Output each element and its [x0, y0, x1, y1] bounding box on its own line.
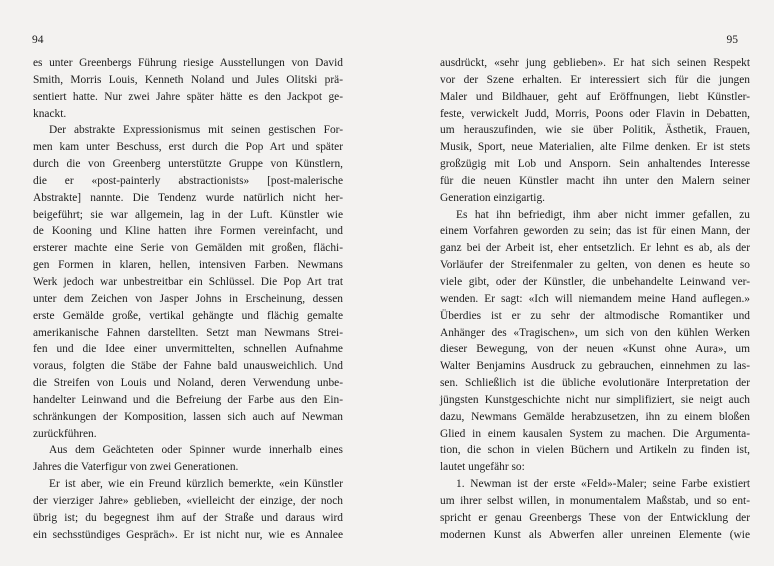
text-line: sentiert hatte. Nur zwei Jahre später hätte es den Jackpot ge-: [33, 90, 343, 103]
text-line: Generation einzigartig.: [440, 191, 546, 204]
text-line: erste Gemälde große, vertikal gehängte und flächig gemalte: [33, 309, 343, 322]
text-line: feste, verwickelt Judd, Morris, Poons oder Flavin in Debatten,: [440, 107, 750, 120]
text-line: dazu, Newmans Gemälde herabzusetzen, ihn zu einem bloßen: [440, 410, 750, 423]
right-page-text: [440, 55, 750, 543]
left-page-text: [33, 55, 343, 543]
text-line: zurückführen.: [33, 427, 97, 440]
page-number-right: 95: [726, 34, 738, 46]
text-line: übrig ist; du begegnest ihm auf der Straße und daraus wird: [33, 511, 343, 524]
text-line: die er «post-painterly abstractionists» [post-malerische: [33, 174, 343, 187]
text-line: wenden. Er sagt: «Ich will niemandem meine Hand auflegen.»: [440, 292, 750, 305]
text-line: fen und die Idee einer unvermittelten, schnellen Aufnahme: [33, 343, 343, 356]
text-line: schränkungen der Komposition, lassen sich auch auf Newman: [33, 410, 343, 423]
text-line: Es hat ihn befriedigt, ihm aber nicht immer gefallen, zu: [456, 208, 750, 221]
text-line: durch die von Greenberg unterstützte Gruppe von Künstlern,: [33, 158, 343, 171]
text-line: sen. Schließlich ist die übliche evolutionäre Interpretation der: [440, 377, 750, 390]
text-line: Walter Benjamins Ausdruck zu gebrauchen, einnehmen zu las-: [440, 360, 750, 373]
text-line: Glied in einem kausalen System zu machen. Die Argumenta-: [440, 427, 750, 440]
text-line: voraus, folgten die Stäbe der Fahne bald unausweichlich. Und: [33, 360, 343, 373]
text-line: vor der Szene erhalten. Er interessiert sich für die jungen: [440, 73, 750, 86]
text-line: beigeführt; sie war allgemein, lag in der Luft. Künstler wie: [33, 208, 343, 221]
text-line: dieser Bewegung, von der neuen «Kunst ohne Aura», um: [440, 343, 750, 356]
text-line: Er ist aber, wie ein Freund kürzlich bemerkte, «ein Künstler: [49, 478, 343, 491]
text-line: ausdrückt, «sehr jung geblieben». Er hat sich seinen Respekt: [440, 57, 750, 69]
text-line: Vorläufer der Streifenmaler zu gelten, von denen es heute so: [440, 259, 750, 272]
text-line: jüngsten Kunstgeschichte nicht nur simplifiziert, sie neigt auch: [440, 393, 750, 406]
right-page: [387, 0, 774, 566]
text-line: Der abstrakte Expressionismus mit seinen gestischen For-: [49, 124, 343, 137]
text-line: um herauszufinden, wie sie über Politik, Ästhetik, Frauen,: [440, 124, 750, 137]
text-line: lautet ungefähr so:: [440, 461, 525, 474]
text-line: Aus dem Geächteten oder Spinner wurde innerhalb eines: [49, 444, 343, 457]
text-line: für die neuen Künstler macht ihn unter den Malern seiner: [440, 174, 750, 187]
text-line: de Kooning und Kline hatten ihre Formen vereinfacht, und: [33, 225, 343, 238]
text-line: Werk jedoch war unbestreitbar ein Schlüssel. Die Pop Art trat: [33, 275, 343, 288]
text-line: handelter Leinwand und die Befreiung der Farbe aus den Ein-: [33, 393, 343, 406]
text-line: Jahres die Vaterfigur von zwei Generationen.: [33, 461, 239, 474]
text-line: ganz bei der Arbeit ist, eher entsetzlich. Er lehnt es ab, als der: [440, 242, 750, 255]
text-line: großzügig mit Lob und Ansporn. Sein anhaltendes Interesse: [440, 158, 750, 171]
page-number-left: 94: [32, 34, 44, 46]
text-line: gen Formen in klaren, hellen, intensiven Farben. Newmans: [33, 259, 343, 272]
text-line: Anhänger des «Tragischen», um sich von den kühlen Werken: [440, 326, 750, 339]
text-line: amerikanische Fahnen darstellten. Setzt man Newmans Strei-: [33, 326, 343, 339]
text-line: Smith, Morris Louis, Kenneth Noland und Jules Olitski prä-: [33, 73, 343, 86]
text-line: Maler und Bildhauer, geht auf Eröffnungen, liebt Künstler-: [440, 90, 750, 103]
text-line: spricht er genau Greenbergs These von der Entwicklung der: [440, 511, 750, 524]
text-line: viele gibt, oder der Künstler, die unbehandelte Leinwand ver-: [440, 275, 750, 288]
text-line: ersterer machte eine Serie von Gemälden mit großen, flächi-: [33, 242, 343, 255]
text-line: Musik, Sport, neue Materialien, alte Filme denken. Er ist stets: [440, 141, 750, 154]
text-line: knackt.: [33, 107, 67, 120]
text-line: ein sechsstündiges Gespräch». Er ist nicht nur, wie es Annalee: [33, 528, 343, 541]
text-line: es unter Greenbergs Führung riesige Ausstellungen von David: [33, 57, 343, 69]
text-line: Abstrakte] nannte. Die Tendenz wurde natürlich nicht her-: [33, 191, 343, 204]
text-line: men kam unter Beschuss, erst durch die Pop Art und später: [33, 141, 343, 154]
text-line: die Streifen von Louis und Noland, deren Verwendung unbe-: [33, 377, 343, 390]
text-line: Überdies ist er zu sehr der altmodische Romantiker und: [440, 309, 750, 322]
text-line: 1. Newman ist der erste «Feld»-Maler; seine Farbe existiert: [456, 478, 750, 491]
text-line: der vierziger Jahre» geblieben, «vielleicht der einzige, der noch: [33, 494, 343, 507]
text-line: unter dem Zeichen von Jasper Johns in Erscheinung, dessen: [33, 292, 343, 305]
text-line: um ihrer selbst willen, in monumentalem Maßstab, und so ent-: [440, 494, 750, 507]
text-line: modernen Kunst als Abwerfen aller unreinen Elemente (wie: [440, 528, 750, 541]
text-line: tion, die schon in vielen Büchern und Artikeln zu finden ist,: [440, 444, 750, 457]
text-line: einem Vorfahren geworden zu sein; das ist für einen Mann, der: [440, 225, 750, 238]
